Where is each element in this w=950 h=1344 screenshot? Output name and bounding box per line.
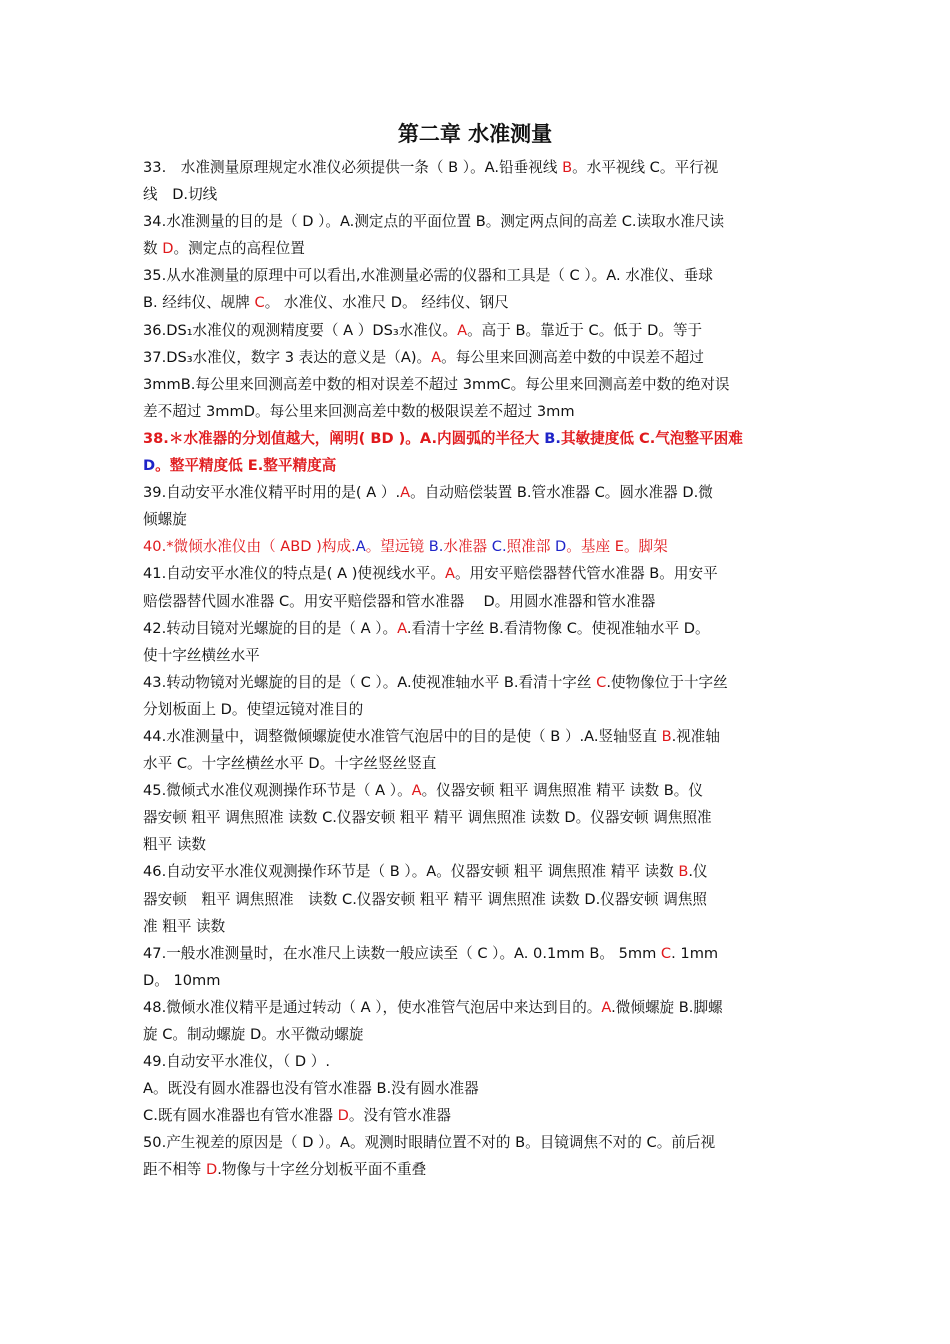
text-line — [143, 642, 811, 669]
text-segment: C. — [491, 538, 507, 556]
text-segment: 。用安平赔偿器替代管水准器 B。用安平 — [454, 565, 718, 583]
text-segment: 。望远镜 — [365, 538, 429, 556]
text-line — [143, 371, 811, 398]
text-segment: .视准轴 — [671, 727, 720, 745]
text-line — [143, 1129, 811, 1156]
text-segment: A — [355, 538, 366, 556]
text-segment: 倾螺旋 — [143, 511, 187, 529]
text-segment: 45.微倾式水准仪观测操作环节是（ A ）。 — [143, 782, 412, 800]
text-segment: 使十字丝横丝水平 — [143, 646, 260, 664]
text-segment: D — [337, 1107, 349, 1125]
text-segment: 器安顿 粗平 调焦照准 读数 C.仪器安顿 粗平 精平 调焦照准 读数 D.仪器安顿 调焦照 — [143, 890, 708, 908]
text-line — [143, 777, 811, 804]
text-line — [143, 858, 811, 885]
text-line — [143, 1156, 811, 1183]
text-segment: 34.水准测量的目的是（ D ）。A.测定点的平面位置 B。测定两点间的高差 C.读取水准尺读 — [143, 213, 725, 231]
text-segment: . 1mm — [671, 944, 719, 962]
text-segment: 。整平精度低 E.整平精度高 — [155, 457, 337, 475]
text-segment: 40.*微倾水准仪由（ ABD )构成. — [143, 538, 356, 556]
text-line — [143, 967, 811, 994]
text-segment: 。水平视线 C。平行视 — [572, 159, 719, 176]
text-segment: 距不相等 — [143, 1161, 207, 1179]
text-line — [143, 560, 811, 587]
text-segment: 41.自动安平水准仪的特点是( A )使视线水平。 — [143, 565, 445, 583]
text-segment: 49.自动安平水准仪，（ D ）. — [143, 1053, 331, 1071]
text-segment: B. — [544, 429, 561, 447]
text-segment: 48.微倾水准仪精平是通过转动（ A ），使水准管气泡居中来达到目的。 — [143, 998, 602, 1016]
text-line — [143, 317, 811, 344]
text-segment: 。基座 E。脚架 — [566, 538, 668, 556]
text-segment: B — [678, 863, 689, 881]
text-segment: .使物像位于十字丝 — [606, 673, 728, 691]
text-segment: A — [397, 619, 407, 637]
text-line — [143, 750, 811, 777]
text-segment: A — [431, 348, 442, 366]
text-segment: 47.一般水准测量时，在水准尺上读数一般应读至（ C ）。A. 0.1mm B。 5mm — [143, 944, 661, 962]
text-segment: 。仪器安顿 粗平 调焦照准 精平 读数 B。仪 — [421, 782, 703, 800]
text-line — [143, 262, 811, 289]
text-segment: C — [596, 673, 607, 691]
text-segment: D — [162, 240, 174, 258]
text-segment: 43.转动物镜对光螺旋的目的是（ C ）。A.使视准轴水平 B.看清十字丝 — [143, 673, 597, 691]
chapter-title: 第二章 水准测量 — [397, 122, 553, 146]
text-line — [143, 289, 811, 316]
text-line — [143, 994, 811, 1021]
text-segment: 。测定点的高程位置 — [173, 240, 305, 258]
text-segment: 。高于 B。靠近于 C。低于 D。等于 — [467, 321, 703, 339]
text-segment: A。既没有圆水准器也没有管水准器 B.没有圆水准器 — [143, 1080, 479, 1098]
text-line — [143, 235, 811, 262]
text-segment: 粗平 读数 — [143, 836, 207, 854]
text-line — [143, 533, 811, 560]
text-line — [143, 886, 811, 913]
text-segment: 差不超过 3mmD。每公里来回测高差中数的极限误差不超过 3mm — [143, 402, 575, 420]
text-segment: D — [206, 1161, 218, 1179]
text-segment: 36.DS₁水准仪的观测精度要（ A ）DS₃水准仪。 — [143, 321, 458, 339]
text-segment: .微倾螺旋 B.脚螺 — [611, 998, 723, 1016]
text-segment: 。没有管水准器 — [348, 1107, 452, 1125]
text-line — [143, 804, 811, 831]
text-segment: 50.产生视差的原因是（ D ）。A。观测时眼睛位置不对的 B。目镜调焦不对的 C。前后视 — [143, 1134, 716, 1152]
text-segment: A — [444, 565, 455, 583]
text-line — [143, 831, 811, 858]
text-line — [143, 723, 811, 750]
text-line — [143, 425, 811, 452]
text-line — [143, 479, 811, 506]
text-segment: 38.＊水准器的分划值越大，阐明( BD )。A.内圆弧的半径大 — [143, 429, 545, 447]
text-line — [143, 208, 811, 235]
text-segment: 分划板面上 D。使望远镜对准目的 — [143, 700, 364, 718]
text-segment: 。自动赔偿装置 B.管水准器 C。圆水准器 D.微 — [410, 484, 713, 502]
text-segment: .物像与十字丝分划板平面不重叠 — [217, 1161, 427, 1179]
text-segment: 器安顿 粗平 调焦照准 读数 C.仪器安顿 粗平 精平 调焦照准 读数 D。仪器安顿 调焦照准 — [143, 809, 712, 827]
text-segment: 其敏捷度低 C.气泡整平困难 — [560, 429, 743, 447]
text-segment: A — [457, 321, 468, 339]
text-line — [143, 181, 811, 208]
text-segment: B. 经纬仪、觇牌 — [143, 294, 255, 312]
text-segment: A — [601, 998, 612, 1016]
text-segment: 35.从水准测量的原理中可以看出,水准测量必需的仪器和工具是（ C ）。A. 水准仪、垂球 — [143, 267, 713, 285]
text-line — [143, 154, 811, 181]
text-segment: .仪 — [688, 863, 708, 881]
text-segment: 。每公里来回测高差中数的中误差不超过 — [441, 348, 704, 366]
text-line — [143, 669, 811, 696]
text-line — [143, 1021, 811, 1048]
text-line — [143, 1048, 811, 1075]
text-segment: 33. 水准测量原理规定水准仪必须提供一条（ B ）。A.铅垂视线 — [143, 159, 563, 176]
text-segment: A — [400, 484, 411, 502]
text-line — [143, 696, 811, 723]
text-line — [143, 344, 811, 371]
text-segment: 旋 C。制动螺旋 D。水平微动螺旋 — [143, 1026, 364, 1043]
text-segment: C.既有圆水准器也有管水准器 — [143, 1107, 338, 1125]
text-segment: 44.水准测量中，调整微倾螺旋使水准管气泡居中的目的是使（ B ）.A.竖轴竖直 — [143, 727, 662, 745]
text-segment: 3mmB.每公里来回测高差中数的相对误差不超过 3mmC。每公里来回测高差中数的绝对误 — [143, 375, 730, 393]
text-line — [143, 398, 811, 425]
text-segment: 赔偿器替代圆水准器 C。用安平赔偿器和管水准器 D。用圆水准器和管水准器 — [143, 592, 656, 610]
question-list — [143, 154, 811, 1184]
text-line — [143, 588, 811, 615]
text-segment: 37.DS₃水准仪，数字 3 表达的意义是（A)。 — [143, 348, 432, 366]
text-segment: 39.自动安平水准仪精平时用的是( A ）. — [143, 484, 401, 502]
text-line — [143, 615, 811, 642]
text-segment: 42.转动目镜对光螺旋的目的是（ A ）。 — [143, 619, 398, 637]
text-segment: .看清十字丝 B.看清物像 C。使视准轴水平 D。 — [406, 619, 710, 637]
text-segment: 46.自动安平水准仪观测操作环节是（ B ）。A。仪器安顿 粗平 调焦照准 精平 读数 — [143, 863, 679, 881]
text-segment: A — [411, 782, 422, 800]
text-segment: 水准器 — [443, 538, 492, 556]
text-segment: C — [254, 294, 265, 312]
text-segment: 照准部 — [506, 538, 556, 556]
text-segment: 数 — [143, 240, 163, 258]
text-segment: 水平 C。十字丝横丝水平 D。十字丝竖丝竖直 — [143, 755, 437, 773]
text-line — [143, 913, 811, 940]
text-segment: 准 粗平 读数 — [143, 917, 226, 935]
text-line — [143, 1102, 811, 1129]
text-line — [143, 940, 811, 967]
text-line — [143, 506, 811, 533]
text-line — [143, 1075, 811, 1102]
text-segment: 。 水准仪、水准尺 D。 经纬仪、钢尺 — [264, 294, 509, 312]
text-segment: C — [660, 944, 672, 962]
text-segment: B — [562, 159, 573, 176]
text-segment: D — [143, 457, 156, 475]
text-segment: B. — [428, 538, 444, 556]
text-segment: B — [661, 727, 672, 745]
text-line — [143, 452, 811, 479]
text-segment: D。 10mm — [143, 971, 221, 989]
text-segment: 线 D.切线 — [143, 186, 218, 204]
text-segment: D — [555, 538, 567, 556]
